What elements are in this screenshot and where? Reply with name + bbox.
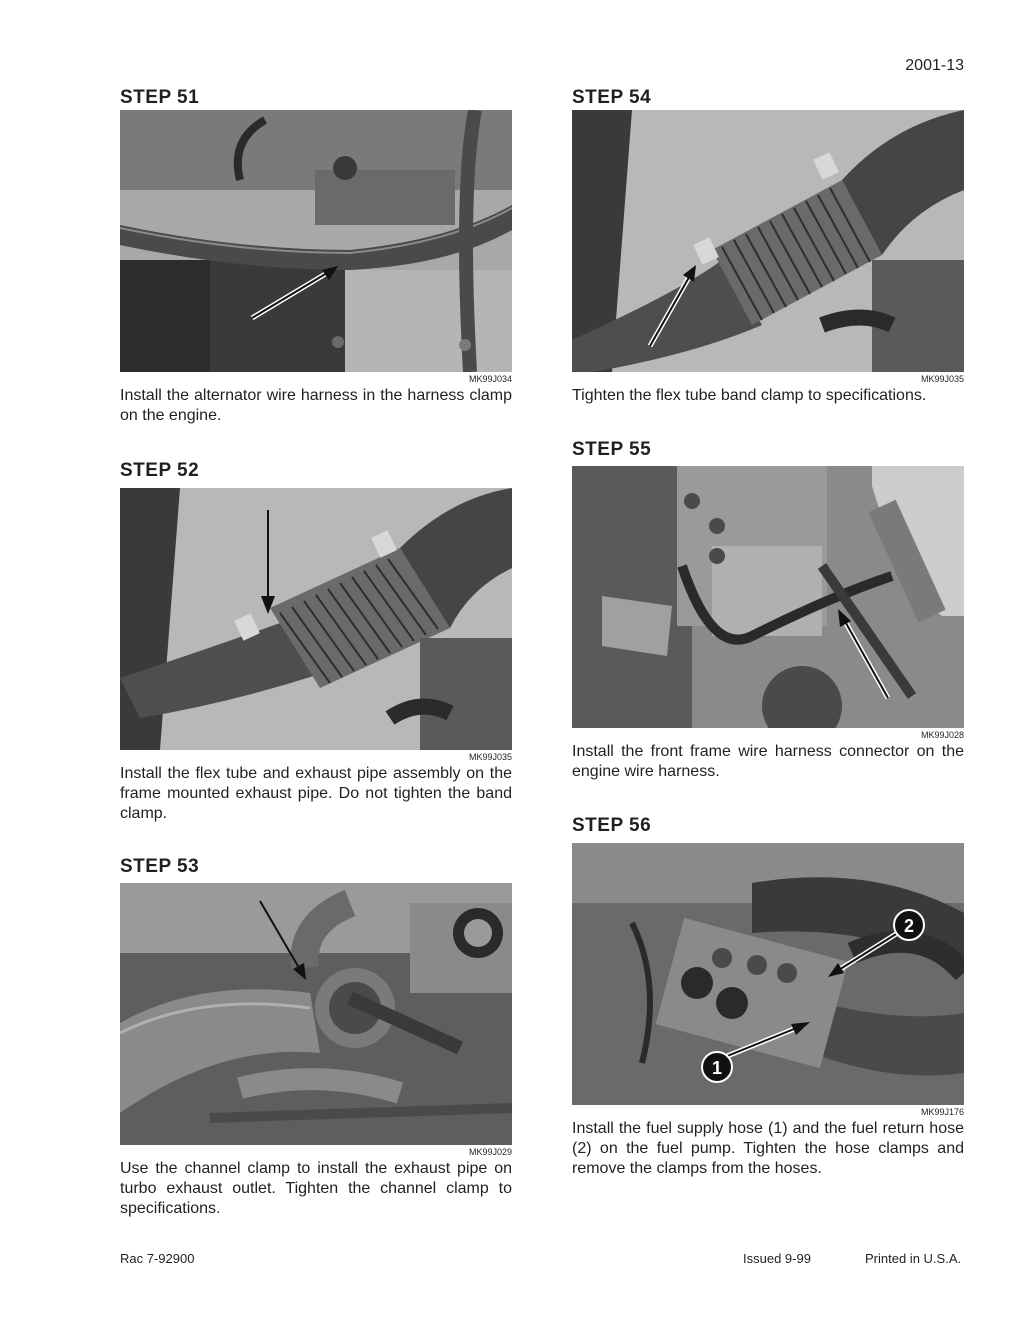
callout-1 bbox=[702, 1052, 732, 1082]
step-54 bbox=[572, 86, 964, 406]
step-title: STEP 55 bbox=[572, 439, 652, 460]
step-caption: Install the alternator wire harness in the harness clamp on the engine. bbox=[120, 387, 512, 424]
step-title: STEP 53 bbox=[120, 856, 200, 877]
footer-printed: Printed in U.S.A. bbox=[865, 1251, 962, 1266]
step-56 bbox=[572, 814, 964, 1179]
figure-code: MK99J035 bbox=[920, 374, 964, 384]
step-51 bbox=[120, 86, 512, 426]
step-54-photo bbox=[572, 110, 964, 372]
step-title: STEP 56 bbox=[572, 815, 652, 836]
figure-code: MK99J029 bbox=[468, 1147, 512, 1157]
step-caption: Install the front frame wire harness connector on the engine wire harness. bbox=[572, 743, 964, 780]
figure-code: MK99J176 bbox=[920, 1107, 964, 1117]
step-title: STEP 54 bbox=[572, 87, 652, 108]
callout-2 bbox=[894, 910, 924, 940]
step-55 bbox=[572, 438, 964, 782]
figure-code: MK99J034 bbox=[468, 374, 512, 384]
right-column bbox=[572, 86, 964, 1179]
step-caption: Install the fuel supply hose (1) and the fuel return hose (2) on the fuel pump. Tighten the hose clamps and remove the clamps from the hoses. bbox=[572, 1120, 964, 1177]
footer-doc-id: Rac 7-92900 bbox=[120, 1251, 195, 1266]
step-55-photo bbox=[572, 466, 964, 728]
figure-code: MK99J035 bbox=[468, 752, 512, 762]
footer-issued: Issued 9-99 bbox=[743, 1251, 811, 1266]
step-title: STEP 51 bbox=[120, 87, 200, 108]
step-51-photo bbox=[120, 110, 512, 372]
left-column bbox=[120, 86, 512, 1219]
step-56-photo bbox=[572, 843, 964, 1105]
svg-text:1: 1 bbox=[711, 1058, 723, 1078]
step-52-photo bbox=[120, 488, 512, 750]
step-caption: Install the flex tube and exhaust pipe assembly on the frame mounted exhaust pipe. Do not tighten the band clamp. bbox=[120, 765, 512, 822]
step-52 bbox=[120, 459, 512, 824]
figure-code: MK99J028 bbox=[920, 730, 964, 740]
step-title: STEP 52 bbox=[120, 460, 200, 481]
page-number: 2001-13 bbox=[905, 57, 964, 74]
step-caption: Tighten the flex tube band clamp to specifications. bbox=[572, 387, 927, 404]
step-53 bbox=[120, 855, 512, 1219]
step-53-photo bbox=[120, 883, 512, 1145]
step-caption: Use the channel clamp to install the exhaust pipe on turbo exhaust outlet. Tighten the channel clamp to specifications. bbox=[120, 1160, 512, 1217]
svg-text:2: 2 bbox=[903, 916, 915, 936]
